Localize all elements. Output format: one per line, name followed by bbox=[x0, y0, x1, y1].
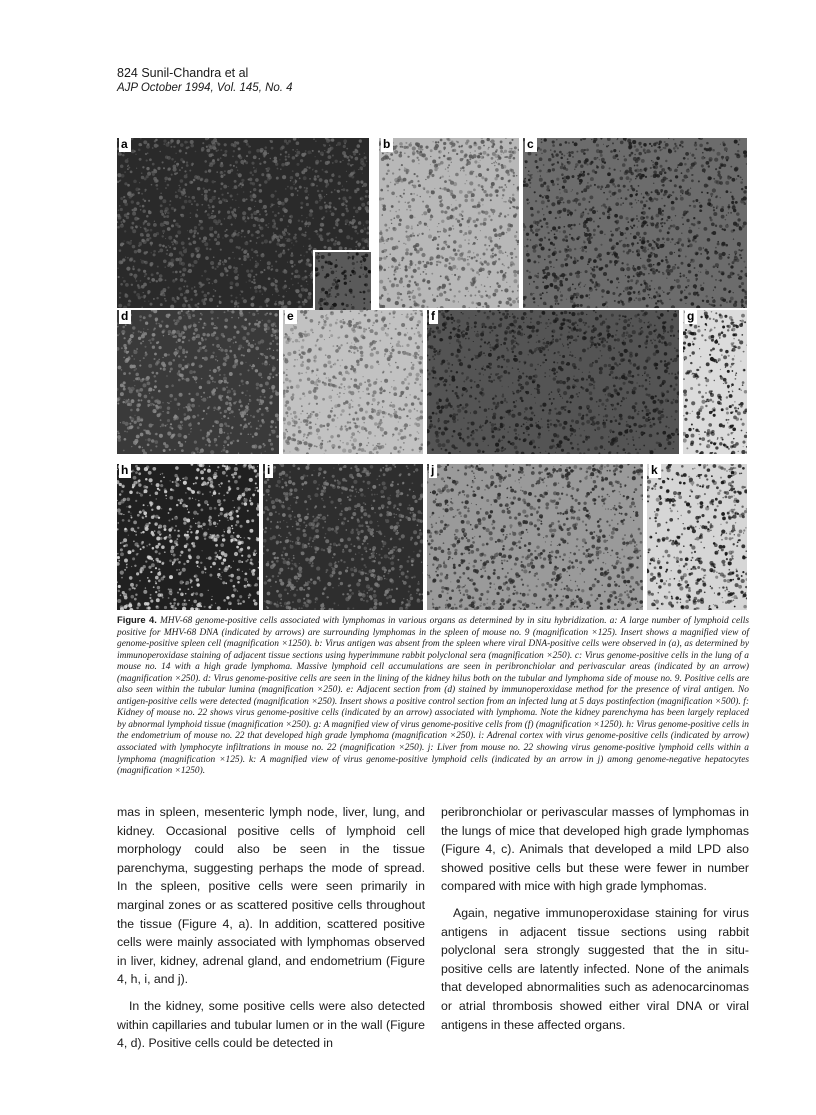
paragraph: mas in spleen, mesenteric lymph node, liver, lung, and kidney. Occasional positive cells of lymphoid cell morphology could also be seen in the tissue parenchyma, suggesting perhaps the mode of spread. In the spleen, positive cells were seen primarily in marginal zones or as scattered positive cells throughout the tissue (Figure 4, a). In addition, scattered positive cells were mainly associated with lymphomas observed in liver, kidney, adrenal gland, and endometrium (Figure 4, h, i, and j). bbox=[117, 805, 425, 987]
panel-e bbox=[283, 310, 423, 454]
paragraph: In the kidney, some positive cells were also detected within capillaries and tubular lumen or in the wall (Figure 4, d). Positive cells could be detected in bbox=[117, 998, 425, 1051]
panel-label: d bbox=[119, 310, 131, 324]
panel-label: c bbox=[525, 138, 537, 152]
panel-label: h bbox=[119, 464, 131, 478]
panel-i bbox=[263, 464, 423, 610]
micrograph-image bbox=[263, 464, 423, 610]
panel-label: e bbox=[285, 310, 297, 324]
panel-label: j bbox=[429, 464, 437, 478]
micrograph-image bbox=[283, 310, 423, 454]
panel-label: g bbox=[685, 310, 697, 324]
panel-j bbox=[427, 464, 643, 610]
paragraph: Again, negative immunoperoxidase staining for virus antigens in adjacent tissue sections using rabbit polyclonal sera strongly suggested that the in situ-positive cells are latently infected. None of the animals that developed abnormalities such as adenocarcinomas or atrial thrombosis showed either viral DNA or viral antigens in these affected organs. bbox=[441, 905, 749, 1032]
micrograph-image bbox=[117, 310, 279, 454]
micrograph-image bbox=[647, 464, 747, 610]
paragraph: peribronchiolar or perivascular masses of lymphomas in the lungs of mice that developed high grade lymphomas (Figure 4, c). Animals that developed a mild LPD also showed positive cells but these were fewer in number compared with mice with high grade lymphomas. bbox=[441, 805, 749, 894]
panel-label: i bbox=[265, 464, 273, 478]
right-column bbox=[441, 803, 749, 1034]
panel-label: a bbox=[119, 138, 131, 152]
micrograph-image bbox=[683, 310, 747, 454]
panel-b bbox=[379, 138, 519, 308]
left-column bbox=[117, 803, 425, 1053]
caption-text: MHV-68 genome-positive cells associated with lymphomas in various organs as determined by in situ hybridization. a: A large number of lymphoid cells positive for MHV-68 DNA (indicated by arrows) are surrounding lymphomas in the spleen of mouse no. 9 (magnification ×125). Insert shows a magnified view of genome-positive spleen cell (magnification ×1250). b: Virus antigen was absent from the spleen where viral DNA-positive cells were observed in (a), as determined by immunoperoxidase staining of adjacent tissue sections using hyperimmune rabbit polyclonal sera (magnification ×250). c: Virus genome-positive cells in the lung of a mouse no. 14 with a high grade lymphoma. Massive lymphoid cell accumulations are seen in peribronchiolar and perivascular areas (indicated by an arrow) (magnification ×250). d: Virus genome-positive cells are seen in the lining of the kidney hilus both on the tubular and lymphoma side of mouse no. 9. Positive cells are also seen within the tubular lumina (magnification ×250). e: Adjacent section from (d) stained by immunoperoxidase method for the presence of viral antigen. No antigen-positive cells were detected (magnification ×250). Insert shows a positive control section from an infected lung at 5 days postinfection (magnification ×500). f: Kidney of mouse no. 22 shows virus genome-positive cells (indicated by an arrow) associated with lymphoma. Note the kidney parenchyma has been largely replaced by abnormal lymphoid tissue (magnification ×250). g: A magnified view of virus genome-positive cells from (f) (magnification ×1250). h: Virus genome-positive cells in the endometrium of mouse no. 22 that developed high grade lymphoma (magnification ×250). i: Adrenal cortex with virus genome-positive cells (indicated by arrow) associated with lymphocyte infiltrations in mouse no. 22 (magnification ×250). j: Liver from mouse no. 22 showing virus genome-positive lymphoid cells within a lymphoma (magnification ×125). k: A magnified view of virus genome-positive lymphoid cells (indicated by an arrow in j) among genome-negative hepatocytes (magnification ×1250). bbox=[117, 616, 749, 777]
running-header bbox=[117, 66, 293, 96]
micrograph-image bbox=[379, 138, 519, 308]
panel-a-insert bbox=[313, 250, 371, 310]
panel-label: b bbox=[381, 138, 393, 152]
micrograph-image bbox=[523, 138, 747, 308]
figure-caption bbox=[117, 614, 749, 778]
micrograph-image bbox=[117, 464, 259, 610]
panel-d bbox=[117, 310, 279, 454]
micrograph-image bbox=[427, 464, 643, 610]
figure-4 bbox=[117, 138, 747, 612]
caption-label: Figure 4. bbox=[117, 614, 157, 625]
micrograph-image bbox=[315, 252, 371, 310]
journal-citation: AJP October 1994, Vol. 145, No. 4 bbox=[117, 82, 293, 94]
panel-f bbox=[427, 310, 679, 454]
panel-g bbox=[683, 310, 747, 454]
panel-label: k bbox=[649, 464, 661, 478]
micrograph-image bbox=[427, 310, 679, 454]
panel-h bbox=[117, 464, 259, 610]
running-head: 824 Sunil-Chandra et al bbox=[117, 66, 249, 80]
panel-k bbox=[647, 464, 747, 610]
panel-label: f bbox=[429, 310, 438, 324]
panel-c bbox=[523, 138, 747, 308]
